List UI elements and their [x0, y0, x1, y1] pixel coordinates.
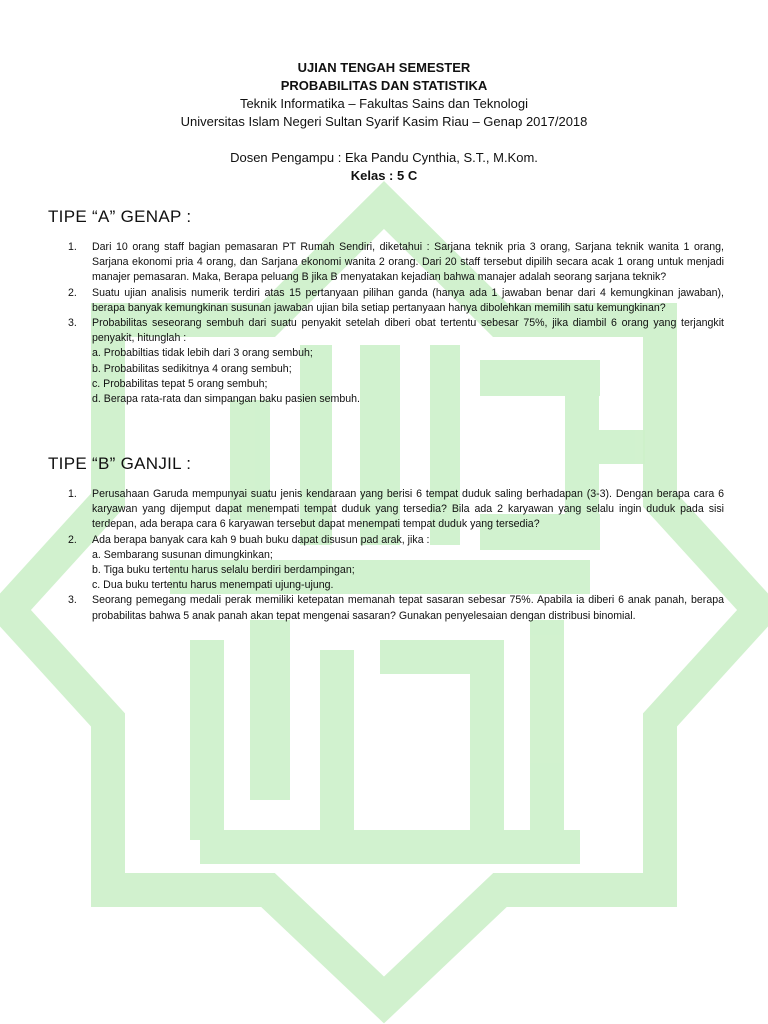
- question-number: 2.: [68, 533, 77, 546]
- sub-question: c. Dua buku tertentu harus menempati ujung-ujung.: [92, 579, 334, 592]
- class-line: Kelas : 5 C: [350, 168, 418, 183]
- question-list-a: [68, 240, 724, 407]
- question-body: [92, 533, 724, 594]
- question-body: [92, 316, 724, 407]
- question-text: Perusahaan Garuda mempunyai suatu jenis kendaraan yang berisi 6 tempat duduk saling berhadapan (3-3). Dengan berapa cara 6 karyawan yang dijemput dapat menempati tempat duduk yang tersedia? Bila ada 2 karyawan yang selalu ingin duduk pada sisi terdepan, ada berapa cara 6 karyawan tersebut dapat menempati tempat duduk yang tersedia?: [92, 488, 724, 531]
- question-text: Seorang pemegang medali perak memiliki ketepatan memanah tepat sasaran sebesar 75%. Apabila ia diberi 6 anak panah, berapa probabilitas bahwa 5 anak panah akan tepat mengenai sasaran? Gunakan penyelesaian dengan distribusi binomial.: [92, 594, 724, 622]
- department-line: Teknik Informatika – Fakultas Sains dan Teknologi: [239, 96, 529, 111]
- question-list-b: [68, 487, 724, 624]
- sub-question: a. Probabiltias tidak lebih dari 3 orang sembuh;: [92, 347, 313, 360]
- exam-title: UJIAN TENGAH SEMESTER: [297, 60, 471, 75]
- question-number: 3.: [68, 317, 77, 330]
- sub-question: a. Sembarang susunan dimungkinkan;: [92, 548, 273, 561]
- question-item: [68, 487, 724, 533]
- question-text: Suatu ujian analisis numerik terdiri atas 15 pertanyaan pilihan ganda (hanya ada 1 jawaban benar dari 4 kemungkinan jawaban), berapa banyak kemungkinan susunan jawaban ujian bila setiap pertanyaan hanya dibolehkan memilih satu kemungkinan?: [92, 286, 724, 314]
- sub-question: b. Probabilitas sedikitnya 4 orang sembuh;: [92, 362, 292, 375]
- section-title-b: TIPE “B” GANJIL :: [48, 454, 192, 473]
- sub-question: d. Berapa rata-rata dan simpangan baku pasien sembuh.: [92, 393, 360, 406]
- question-number: 3.: [68, 594, 77, 607]
- question-number: 2.: [68, 286, 77, 299]
- question-item: [68, 240, 724, 286]
- question-text: Ada berapa banyak cara kah 9 buah buku dapat disusun pad arak, jika :: [92, 533, 430, 546]
- lecturer-line: Dosen Pengampu : Eka Pandu Cynthia, S.T., M.Kom.: [230, 150, 538, 165]
- question-item: [68, 533, 724, 594]
- university-line: Universitas Islam Negeri Sultan Syarif Kasim Riau – Genap 2017/2018: [180, 114, 588, 129]
- question-text: Dari 10 orang staff bagian pemasaran PT Rumah Sendiri, diketahui : Sarjana teknik pria 3 orang, Sarjana teknik wanita 1 orang, Sarjana ekonomi pria 4 orang, dan Sarjana ekonomi wanita 2 orang. Dari 20 staff tersebut dipilih secara acak 1 orang untuk menjadi manajer pemasaran. Maka, Berapa peluang B jika B menyatakan kejadian bahwa manajer adalah seorang sarjana teknik?: [92, 241, 724, 284]
- sub-question: b. Tiga buku tertentu harus selalu berdiri berdampingan;: [92, 564, 355, 577]
- question-number: 1.: [68, 488, 77, 500]
- course-title: PROBABILITAS DAN STATISTIKA: [280, 78, 488, 93]
- question-item: [68, 593, 724, 623]
- question-number: 1.: [68, 241, 77, 253]
- sub-question: c. Probabilitas tepat 5 orang sembuh;: [92, 377, 268, 390]
- question-item: [68, 286, 724, 316]
- question-item: [68, 316, 724, 407]
- section-title-a: TIPE “A” GENAP :: [48, 207, 192, 226]
- question-text: Probabilitas seseorang sembuh dari suatu penyakit setelah diberi obat tertentu sebesar 75%, jika diambil 6 orang yang terjangkit penyakit, hitunglah :: [92, 317, 724, 345]
